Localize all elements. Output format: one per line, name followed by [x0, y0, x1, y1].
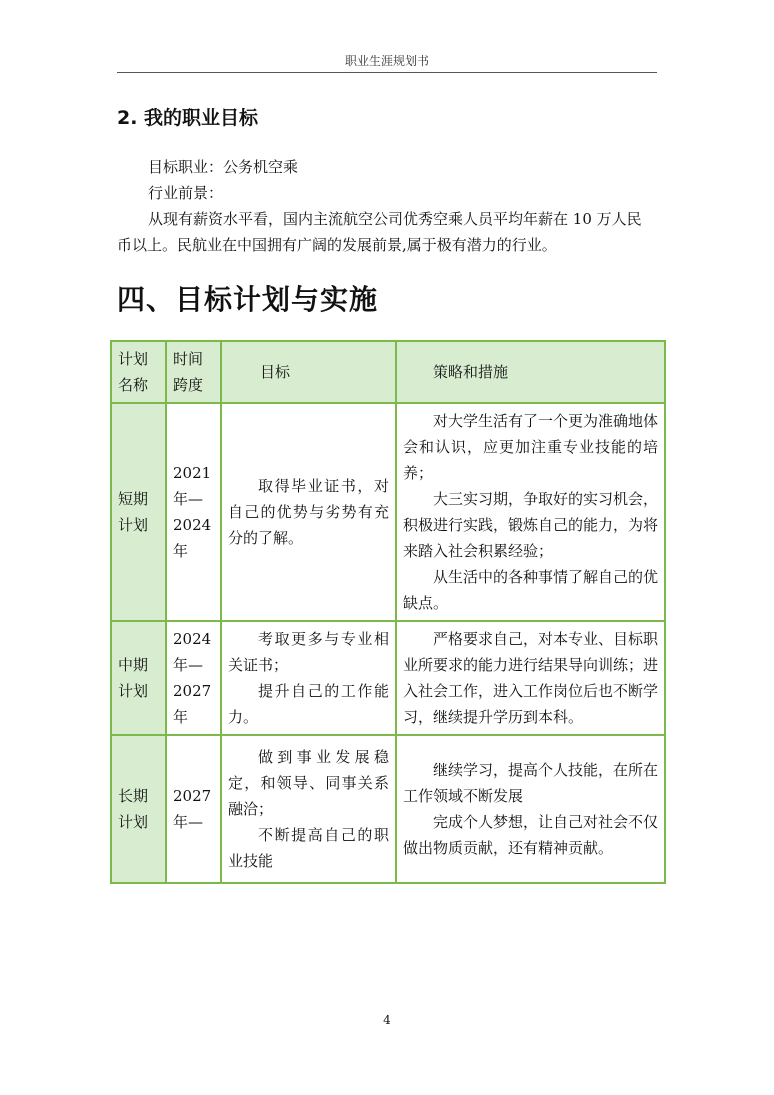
header-strategy: 策略和措施 [396, 341, 665, 403]
strategy-text-1: 对大学生活有了一个更为准确地体会和认识，应更加注重专业技能的培养； [403, 412, 659, 482]
strategy-text-2: 大三实习期，争取好的实习机会，积极进行实践，锻炼自己的能力，为将来踏入社会积累经验； [403, 490, 659, 560]
time-span-cell [166, 403, 221, 621]
time-span-line-4: 年 [173, 708, 189, 726]
chapter-heading: 四、目标计划与实施 [117, 283, 379, 316]
plan-name-line-1: 中期 [118, 656, 149, 674]
table-row [111, 403, 665, 621]
plan-name-cell [111, 403, 166, 621]
plan-name-cell [111, 621, 166, 735]
running-header: 职业生涯规划书 [344, 54, 429, 68]
strategy-text-1: 继续学习，提高个人技能，在所在工作领域不断发展 [403, 761, 659, 805]
section-heading: 2. 我的职业目标 [117, 107, 259, 129]
table-row [111, 735, 665, 883]
time-span-line-4: 年 [173, 542, 189, 560]
prospect-label: 行业前景： [148, 184, 224, 202]
strategy-cell [396, 403, 665, 621]
time-span-cell [166, 621, 221, 735]
header-divider [117, 72, 657, 73]
page-number: 4 [383, 1013, 391, 1027]
plan-name-line-2: 计划 [118, 813, 149, 831]
prospect-text-line-2: 币以上。民航业在中国拥有广阔的发展前景,属于极有潜力的行业。 [117, 236, 557, 254]
time-span-line-2: 年— [173, 813, 204, 831]
header-plan-name-line-1: 计划 [118, 350, 149, 368]
goal-text: 取得毕业证书，对自己的优势与劣势有充分的了解。 [228, 477, 389, 547]
table-row [111, 621, 665, 735]
goal-career-line: 目标职业：公务机空乘 [148, 158, 299, 176]
goal-text-1: 做到事业发展稳定，和领导、同事关系融洽； [228, 748, 389, 818]
header-time-span-line-2: 跨度 [173, 376, 204, 394]
plan-name-line-1: 短期 [118, 490, 149, 508]
goal-cell [221, 735, 396, 883]
time-span-cell [166, 735, 221, 883]
time-span-line-3: 2024 [173, 516, 212, 534]
time-span-line-2: 年— [173, 490, 204, 508]
time-span-line-3: 2027 [173, 682, 212, 700]
time-span-line-2: 年— [173, 656, 204, 674]
plan-table [110, 340, 666, 884]
plan-name-line-2: 计划 [118, 516, 149, 534]
plan-name-cell [111, 735, 166, 883]
goal-text-2: 提升自己的工作能力。 [228, 682, 389, 726]
prospect-text-line-1: 从现有薪资水平看，国内主流航空公司优秀空乘人员平均年薪在 10 万人民 [148, 210, 642, 228]
header-plan-name [111, 341, 166, 403]
strategy-cell [396, 735, 665, 883]
time-span-line-1: 2021 [173, 464, 212, 482]
time-span-line-1: 2024 [173, 630, 212, 648]
header-time-span [166, 341, 221, 403]
goal-cell [221, 403, 396, 621]
goal-cell [221, 621, 396, 735]
goal-text-1: 考取更多与专业相关证书； [228, 630, 389, 674]
strategy-text-2: 完成个人梦想，让自己对社会不仅做出物质贡献，还有精神贡献。 [403, 813, 659, 857]
time-span-line-1: 2027 [173, 787, 212, 805]
table-header-row [111, 341, 665, 403]
plan-name-line-2: 计划 [118, 682, 149, 700]
strategy-cell [396, 621, 665, 735]
goal-text-2: 不断提高自己的职业技能 [228, 826, 389, 870]
strategy-text-3: 从生活中的各种事情了解自己的优缺点。 [403, 568, 659, 612]
header-time-span-line-1: 时间 [173, 350, 204, 368]
strategy-text-1: 严格要求自己，对本专业、目标职业所要求的能力进行结果导向训练；进入社会工作，进入工作岗位后也不断学习，继续提升学历到本科。 [403, 630, 659, 726]
header-plan-name-line-2: 名称 [118, 376, 149, 394]
plan-name-line-1: 长期 [118, 787, 149, 805]
header-goal: 目标 [221, 341, 396, 403]
